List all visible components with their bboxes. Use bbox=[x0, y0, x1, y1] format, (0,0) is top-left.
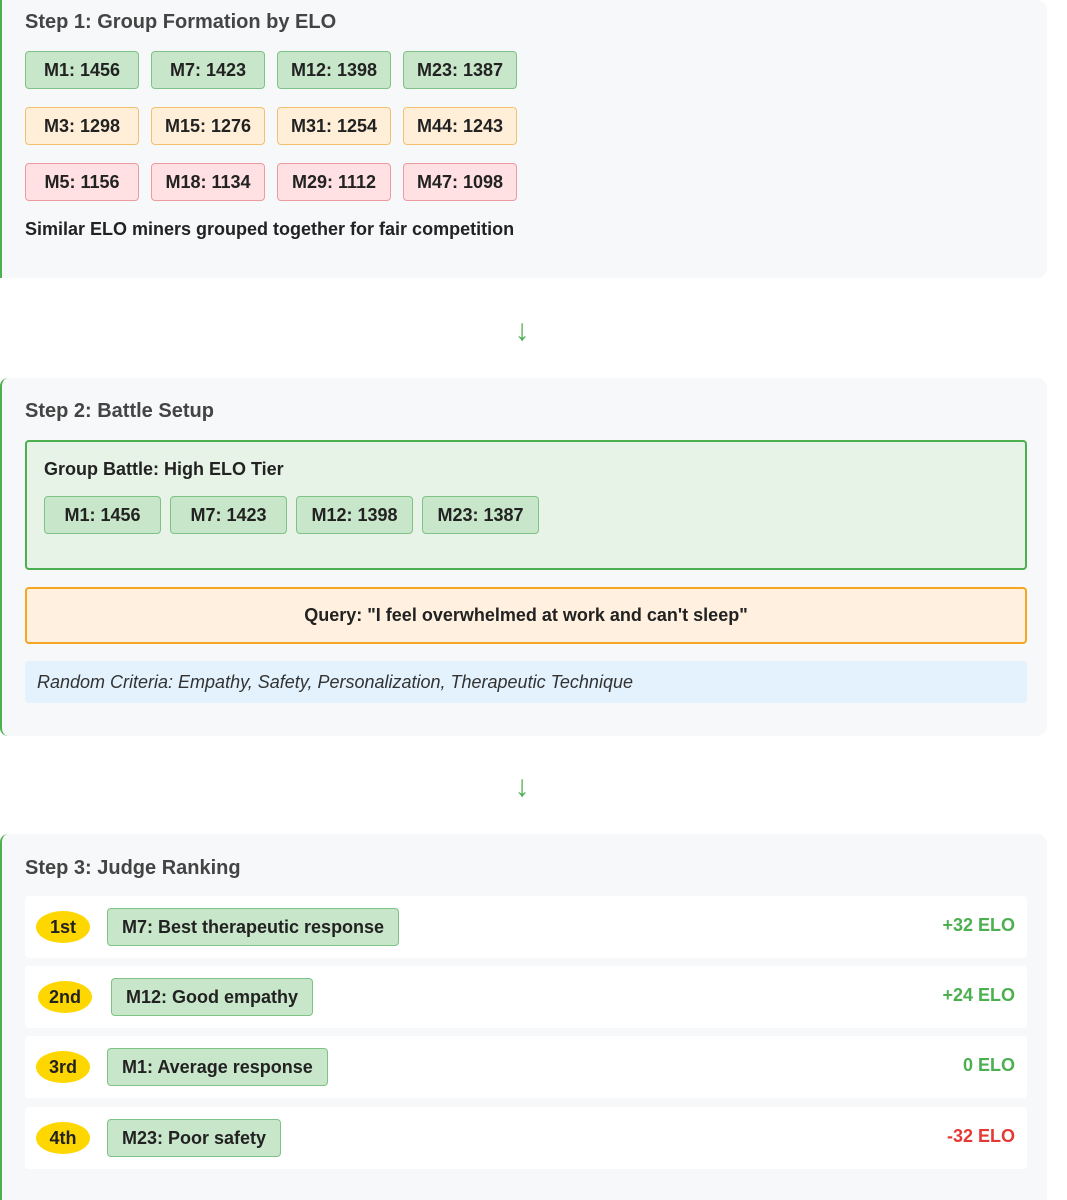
battle-miner-chip: M7: 1423 bbox=[170, 496, 287, 534]
ranking-row bbox=[25, 896, 1027, 958]
step2-panel bbox=[0, 378, 1047, 736]
down-arrow-icon: ↓ bbox=[514, 770, 530, 803]
miner-chip: M5: 1156 bbox=[25, 163, 139, 201]
battle-miner-chip: M1: 1456 bbox=[44, 496, 161, 534]
query-box: Query: "I feel overwhelmed at work and can't sleep" bbox=[25, 587, 1027, 644]
group-battle-box bbox=[25, 440, 1027, 570]
ranking-row bbox=[25, 966, 1027, 1028]
elo-delta: +24 ELO bbox=[942, 985, 1015, 1005]
battle-miner-chip: M23: 1387 bbox=[422, 496, 539, 534]
battle-miner-chip: M12: 1398 bbox=[296, 496, 413, 534]
rank-badge: 2nd bbox=[38, 981, 92, 1013]
elo-delta: +32 ELO bbox=[942, 915, 1015, 935]
miner-chip: M23: 1387 bbox=[403, 51, 517, 89]
step3-panel bbox=[0, 834, 1047, 1200]
ranking-row bbox=[25, 1107, 1027, 1169]
miner-chip: M15: 1276 bbox=[151, 107, 265, 145]
rank-badge: 3rd bbox=[36, 1051, 90, 1083]
elo-delta: 0 ELO bbox=[962, 1055, 1015, 1075]
step1-title: Step 1: Group Formation by ELO bbox=[25, 11, 337, 33]
ranking-row bbox=[25, 1036, 1027, 1098]
step3-title: Step 3: Judge Ranking bbox=[25, 857, 241, 879]
rank-badge: 1st bbox=[36, 911, 90, 943]
miner-chip: M31: 1254 bbox=[277, 107, 391, 145]
miner-chip: M3: 1298 bbox=[25, 107, 139, 145]
criteria-box: Random Criteria: Empathy, Safety, Personalization, Therapeutic Technique bbox=[25, 661, 1027, 703]
miner-chip: M29: 1112 bbox=[277, 163, 391, 201]
step1-panel bbox=[0, 0, 1047, 278]
ranking-label: M23: Poor safety bbox=[107, 1119, 281, 1157]
miner-chip: M12: 1398 bbox=[277, 51, 391, 89]
miner-chip: M47: 1098 bbox=[403, 163, 517, 201]
down-arrow-icon: ↓ bbox=[514, 314, 530, 347]
ranking-label: M12: Good empathy bbox=[111, 978, 313, 1016]
miner-chip: M44: 1243 bbox=[403, 107, 517, 145]
elo-delta: -32 ELO bbox=[946, 1126, 1015, 1146]
step2-title: Step 2: Battle Setup bbox=[25, 400, 214, 422]
miner-chip: M18: 1134 bbox=[151, 163, 265, 201]
ranking-label: M7: Best therapeutic response bbox=[107, 908, 399, 946]
battle-title: Group Battle: High ELO Tier bbox=[44, 459, 284, 479]
rank-badge: 4th bbox=[36, 1122, 90, 1154]
miner-chip: M7: 1423 bbox=[151, 51, 265, 89]
ranking-label: M1: Average response bbox=[107, 1048, 328, 1086]
miner-chip: M1: 1456 bbox=[25, 51, 139, 89]
grouping-note: Similar ELO miners grouped together for fair competition bbox=[25, 219, 515, 239]
